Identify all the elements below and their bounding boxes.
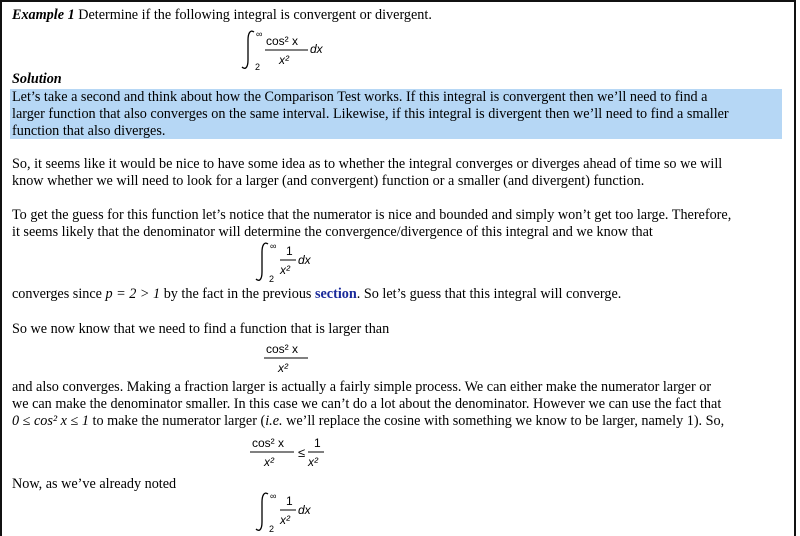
lower-limit: 2 [255,62,261,72]
upper-limit: ∞ [270,241,277,251]
integral-cos2-over-x2 [240,28,340,72]
converges-math: p = 2 > 1 [105,286,161,302]
highlight-line-1: Let’s take a second and think about how the Comparison Test works. If this integral is convergent then we’ll need to find a [12,89,708,105]
dx: dx [310,42,323,56]
example-prompt: Determine if the following integral is convergent or divergent. [78,7,432,23]
fraction-cos2-svg [262,340,322,378]
highlight-line-2: larger function that also converges on the same interval. Likewise, if this integral is divergent then we’ll need to find a smaller [12,106,729,122]
paragraph-5-line-3 [12,413,724,430]
upper-limit: ∞ [270,491,277,501]
integral-sign [256,243,268,280]
paragraph-6: Now, as we’ve already noted [12,476,177,492]
lower-limit: 2 [269,274,275,284]
paragraph-4: So we now know that we need to find a function that is larger than [12,321,390,337]
example-line [12,7,432,24]
lhs-numerator: cos² x [252,436,285,450]
line3-after: we’ll replace the cosine with something we know to be larger, namely 1). So, [282,413,725,429]
numerator: 1 [286,494,293,508]
rhs-denominator: x² [308,455,318,469]
numerator: cos² x [266,342,299,356]
line3-before: to make the numerator larger ( [88,413,266,429]
paragraph-3-line-2: it seems likely that the denominator will determine the convergence/divergence of this integral and we know that [12,224,653,240]
integral-sign [242,31,254,68]
numerator: cos² x [266,34,299,48]
upper-limit: ∞ [256,29,263,39]
ie: i.e. [265,413,283,429]
denominator: x² [279,53,289,67]
fraction-cos2-over-x2 [262,340,322,378]
paragraph-2-line-2: know whether we will need to look for a larger (and convergent) function or a smaller (and divergent) function. [12,173,645,189]
converges-after: . So let’s guess that this integral will converge. [356,286,622,302]
bound-math: 0 ≤ cos² x ≤ 1 [12,413,89,429]
integral-one-repeat-svg [254,490,334,534]
dx: dx [298,253,311,267]
denominator: x² [280,263,290,277]
converges-middle: by the fact in the previous [160,286,315,302]
paragraph-2-line-1: So, it seems like it would be nice to have some idea as to whether the integral converges or diverges ahead of time so we will [12,156,723,172]
lhs-denominator: x² [264,455,274,469]
integral-one-svg [254,240,334,284]
inequality [248,434,338,474]
paragraph-5-line-1: and also converges. Making a fraction larger is actually a fairly simple process. We can either make the numerator larger or [12,379,712,395]
integral-cos2-svg [240,28,340,72]
paragraph-3-line-1: To get the guess for this function let’s notice that the numerator is nice and bounded and simply won’t get too large. Therefore, [12,207,732,223]
paragraph-5-line-2: we can make the denominator smaller. In this case we can’t do a lot about the denominator. However we can use the fact that [12,396,722,412]
integral-one-over-x2-repeat [254,490,334,534]
dx: dx [298,503,311,517]
example-label: Example 1 [12,7,75,23]
le-sign: ≤ [298,445,306,460]
inequality-svg [248,434,338,474]
integral-sign [256,493,268,530]
solution-heading: Solution [12,71,62,87]
section-link[interactable]: section [314,286,357,302]
numerator: 1 [286,244,293,258]
integral-one-over-x2 [254,240,334,284]
denominator: x² [278,361,288,375]
converges-line [12,286,621,303]
rhs-numerator: 1 [314,436,321,450]
lower-limit: 2 [269,524,275,534]
denominator: x² [280,513,290,527]
converges-before: converges since [12,286,106,302]
highlight-line-3: function that also diverges. [12,123,166,139]
